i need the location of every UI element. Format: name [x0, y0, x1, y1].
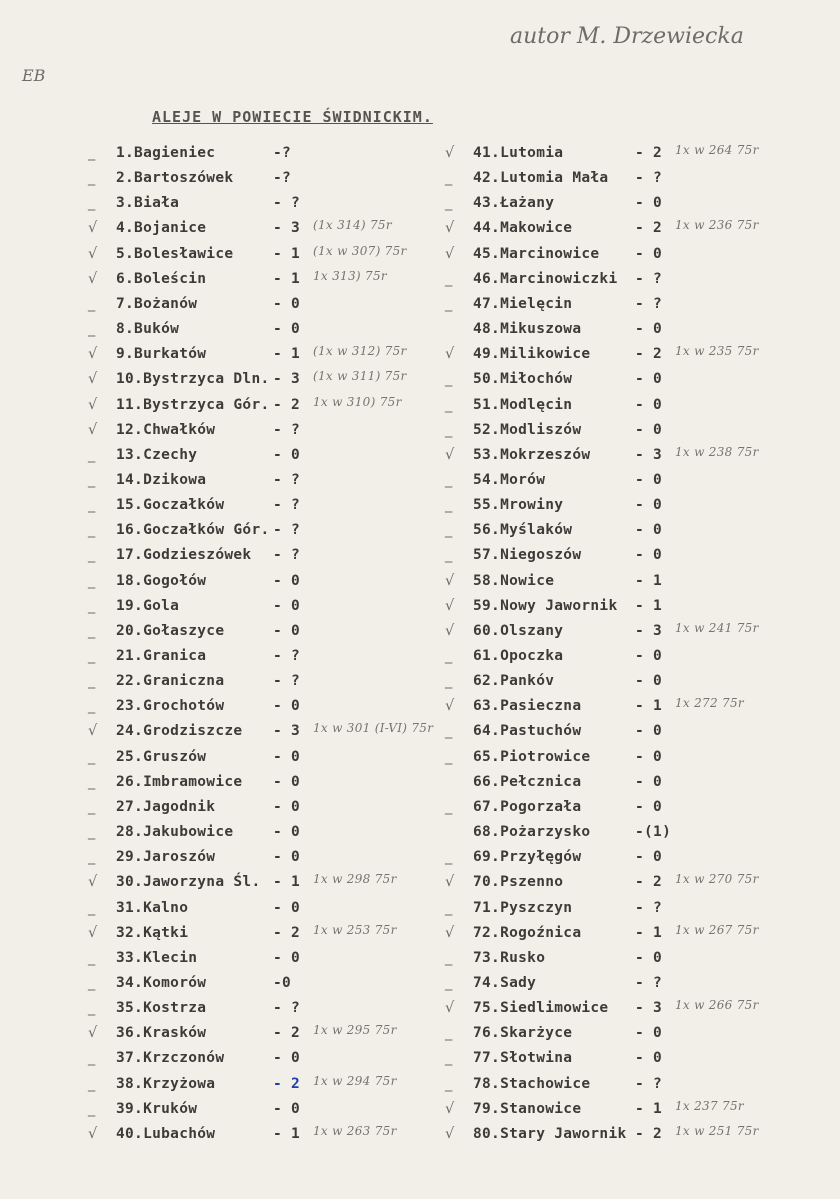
locality-name: 79.Stanowice	[473, 1100, 582, 1117]
check-mark: √	[445, 924, 455, 941]
alley-count: -0	[273, 974, 292, 991]
check-mark: _	[88, 547, 96, 564]
locality-name: 70.Pszenno	[473, 874, 564, 891]
alley-count: - 0	[273, 849, 301, 866]
alley-count: - ?	[635, 1075, 663, 1092]
locality-name: 19.Gola	[116, 597, 180, 614]
alley-count: - ?	[273, 471, 301, 488]
locality-name: 57.Niegoszów	[473, 547, 582, 564]
alley-count: - 0	[635, 321, 663, 338]
check-mark: _	[445, 974, 453, 991]
author-note: autor M. Drzewiecka	[510, 24, 744, 49]
locality-name: 67.Pogorzała	[473, 798, 582, 815]
alley-count: - ?	[273, 673, 301, 690]
handwritten-note: 1x w 263 75r	[313, 1123, 397, 1138]
check-mark: _	[88, 295, 96, 312]
check-mark: _	[88, 798, 96, 815]
alley-count: - 0	[273, 824, 301, 841]
handwritten-note: (1x w 312) 75r	[313, 344, 407, 359]
alley-count: - 0	[635, 648, 663, 664]
locality-name: 1.Bagieniec	[116, 145, 216, 161]
locality-name: 18.Gogołów	[116, 572, 207, 589]
check-mark: _	[445, 522, 453, 539]
alley-count: - 3	[635, 1000, 663, 1017]
check-mark: _	[445, 798, 453, 815]
alley-count: - 0	[635, 673, 663, 690]
alley-count: - 2	[273, 1025, 301, 1042]
alley-count: - 3	[273, 371, 301, 388]
check-mark: _	[445, 547, 453, 564]
locality-name: 13.Czechy	[116, 446, 198, 463]
alley-count: - 0	[273, 698, 301, 715]
alley-count: - 2	[635, 1125, 663, 1142]
alley-count: - 0	[273, 295, 301, 312]
locality-name: 16.Goczałków Gór.	[116, 522, 270, 539]
locality-name: 46.Marcinowiczki	[473, 270, 618, 287]
locality-name: 68.Pożarzysko	[473, 824, 591, 841]
locality-name: 66.Pełcznica	[473, 773, 582, 790]
check-mark: _	[88, 1000, 96, 1017]
check-mark: √	[88, 421, 98, 438]
locality-name: 56.Myślaków	[473, 522, 573, 539]
alley-count: - ?	[273, 497, 301, 514]
locality-name: 9.Burkatów	[116, 346, 207, 363]
alley-count: - ?	[635, 974, 663, 991]
check-mark: _	[88, 572, 96, 589]
check-mark: _	[445, 849, 453, 866]
check-mark: √	[88, 874, 98, 891]
locality-name: 47.Mielęcin	[473, 295, 573, 312]
check-mark: _	[88, 949, 96, 966]
handwritten-note: 1x w 310) 75r	[313, 394, 402, 409]
alley-count: - 0	[635, 849, 663, 866]
locality-name: 29.Jaroszów	[116, 849, 216, 866]
locality-name: 73.Rusko	[473, 949, 546, 966]
check-mark: √	[88, 270, 98, 287]
alley-count: - 0	[635, 1050, 663, 1067]
handwritten-note: (1x 314) 75r	[313, 218, 392, 233]
locality-name: 39.Kruków	[116, 1100, 198, 1117]
check-mark: _	[88, 773, 96, 790]
alley-count: - 0	[635, 195, 663, 212]
check-mark: _	[445, 396, 453, 413]
check-mark: _	[445, 1050, 453, 1067]
locality-name: 32.Kątki	[116, 924, 189, 941]
handwritten-note: 1x w 241 75r	[675, 620, 759, 635]
locality-name: 11.Bystrzyca Gór.	[116, 396, 270, 413]
alley-count: - 0	[635, 396, 663, 413]
check-mark: _	[88, 321, 96, 338]
check-mark: _	[445, 270, 453, 287]
check-mark: _	[445, 1075, 453, 1092]
locality-name: 72.Rogoźnica	[473, 924, 582, 941]
alley-count: - 3	[273, 220, 301, 237]
alley-count: - 3	[635, 622, 663, 639]
locality-name: 50.Miłochów	[473, 371, 573, 388]
locality-name: 63.Pasieczna	[473, 698, 582, 715]
alley-count: - 0	[635, 497, 663, 514]
check-mark: √	[445, 446, 455, 463]
alley-count: - 1	[635, 572, 663, 589]
check-mark: √	[445, 1000, 455, 1017]
check-mark: √	[445, 572, 455, 589]
alley-count: - 0	[635, 1025, 663, 1042]
locality-name: 41.Lutomia	[473, 145, 564, 161]
check-mark: √	[88, 245, 98, 262]
alley-count: - 1	[273, 1125, 301, 1142]
alley-count: - 0	[273, 1050, 301, 1067]
alley-count: - 3	[635, 446, 663, 463]
locality-name: 49.Milikowice	[473, 346, 591, 363]
locality-name: 30.Jaworzyna Śl.	[116, 874, 261, 891]
locality-name: 62.Pankóv	[473, 673, 555, 690]
alley-count: - 0	[635, 723, 663, 740]
locality-name: 69.Przyłęgów	[473, 849, 582, 866]
locality-name: 26.Imbramowice	[116, 773, 243, 790]
page-title: ALEJE W POWIECIE ŚWIDNICKIM.	[152, 108, 433, 126]
locality-name: 8.Buków	[116, 321, 180, 338]
check-mark: _	[88, 471, 96, 488]
locality-name: 51.Modlęcin	[473, 396, 573, 413]
check-mark: _	[88, 748, 96, 765]
locality-name: 53.Mokrzeszów	[473, 446, 591, 463]
alley-count: -?	[273, 170, 292, 187]
alley-count: - 0	[273, 798, 301, 815]
handwritten-note: (1x w 307) 75r	[313, 243, 407, 258]
check-mark: _	[88, 673, 96, 690]
check-mark: _	[445, 371, 453, 388]
alley-count: - 1	[273, 346, 301, 363]
check-mark: √	[88, 220, 98, 237]
check-mark: _	[88, 597, 96, 614]
handwritten-note: 1x w 235 75r	[675, 344, 759, 359]
alley-count: - 0	[273, 622, 301, 639]
locality-name: 65.Piotrowice	[473, 748, 591, 765]
alley-count: -?	[273, 145, 292, 161]
check-mark: _	[445, 748, 453, 765]
handwritten-note: (1x w 311) 75r	[313, 369, 407, 384]
alley-count: - 0	[635, 421, 663, 438]
check-mark: √	[88, 346, 98, 363]
locality-name: 28.Jakubowice	[116, 824, 234, 841]
alley-count: - 0	[273, 773, 301, 790]
locality-name: 40.Lubachów	[116, 1125, 216, 1142]
alley-count: - 1	[635, 698, 663, 715]
alley-count: - ?	[635, 270, 663, 287]
check-mark: √	[445, 622, 455, 639]
handwritten-note: 1x 313) 75r	[313, 268, 387, 283]
alley-count: - 0	[635, 371, 663, 388]
check-mark: _	[88, 1075, 96, 1092]
locality-name: 58.Nowice	[473, 572, 555, 589]
locality-name: 21.Granica	[116, 648, 207, 664]
locality-name: 37.Krzczonów	[116, 1050, 225, 1067]
locality-name: 38.Krzyżowa	[116, 1075, 216, 1092]
locality-name: 74.Sady	[473, 974, 537, 991]
handwritten-note: 1x w 270 75r	[675, 872, 759, 887]
alley-count: - 2	[635, 346, 663, 363]
check-mark: _	[88, 824, 96, 841]
check-mark: √	[88, 723, 98, 740]
alley-count: - 0	[635, 798, 663, 815]
alley-count: - ?	[273, 195, 301, 212]
check-mark: √	[88, 1025, 98, 1042]
locality-name: 7.Bożanów	[116, 295, 198, 312]
locality-name: 77.Słotwina	[473, 1050, 573, 1067]
check-mark: _	[88, 497, 96, 514]
alley-count: - ?	[273, 648, 301, 664]
check-mark: _	[445, 170, 453, 187]
alley-count: - 0	[635, 547, 663, 564]
check-mark: _	[445, 648, 453, 664]
alley-count: - 1	[273, 270, 301, 287]
check-mark: √	[88, 371, 98, 388]
alley-count: - 1	[635, 1100, 663, 1117]
locality-name: 12.Chwałków	[116, 421, 216, 438]
check-mark: √	[445, 597, 455, 614]
locality-name: 48.Mikuszowa	[473, 321, 582, 338]
handwritten-note: 1x w 253 75r	[313, 922, 397, 937]
check-mark: _	[445, 723, 453, 740]
check-mark: √	[445, 1125, 455, 1142]
check-mark: _	[445, 949, 453, 966]
locality-name: 61.Opoczka	[473, 648, 564, 664]
locality-name: 31.Kalno	[116, 899, 189, 916]
alley-count: - 0	[273, 899, 301, 916]
check-mark: _	[88, 170, 96, 187]
locality-name: 45.Marcinowice	[473, 245, 600, 262]
handwritten-note: 1x w 236 75r	[675, 218, 759, 233]
alley-count: - 0	[635, 245, 663, 262]
alley-count: - 2	[273, 924, 301, 941]
locality-name: 75.Siedlimowice	[473, 1000, 609, 1017]
check-mark: _	[445, 295, 453, 312]
alley-count: - 2	[635, 145, 663, 161]
locality-name: 64.Pastuchów	[473, 723, 582, 740]
check-mark: _	[88, 622, 96, 639]
alley-count: - 0	[273, 597, 301, 614]
check-mark: √	[445, 1100, 455, 1117]
handwritten-note: 1x w 264 75r	[675, 143, 759, 157]
check-mark: _	[88, 974, 96, 991]
locality-name: 43.Łażany	[473, 195, 555, 212]
locality-name: 42.Lutomia Mała	[473, 170, 609, 187]
locality-name: 3.Biała	[116, 195, 180, 212]
check-mark: _	[88, 522, 96, 539]
alley-count: - 1	[635, 597, 663, 614]
locality-name: 14.Dzikowa	[116, 471, 207, 488]
alley-count: - 3	[273, 723, 301, 740]
locality-name: 71.Pyszczyn	[473, 899, 573, 916]
alley-count: - ?	[273, 522, 301, 539]
locality-name: 55.Mrowiny	[473, 497, 564, 514]
check-mark: √	[445, 874, 455, 891]
check-mark: _	[88, 1050, 96, 1067]
locality-name: 10.Bystrzyca Dln.	[116, 371, 270, 388]
alley-count: - ?	[635, 170, 663, 187]
locality-name: 25.Gruszów	[116, 748, 207, 765]
locality-name: 35.Kostrza	[116, 1000, 207, 1017]
alley-count: - 2	[273, 1075, 301, 1092]
handwritten-note: 1x 272 75r	[675, 696, 744, 711]
handwritten-note: 1x w 298 75r	[313, 872, 397, 887]
handwritten-note: 1x w 238 75r	[675, 444, 759, 459]
locality-name: 60.Olszany	[473, 622, 564, 639]
alley-count: - 0	[635, 949, 663, 966]
check-mark: _	[88, 145, 96, 161]
handwritten-note: 1x w 295 75r	[313, 1023, 397, 1038]
locality-name: 34.Komorów	[116, 974, 207, 991]
check-mark: √	[445, 346, 455, 363]
check-mark: _	[445, 673, 453, 690]
locality-name: 59.Nowy Jawornik	[473, 597, 618, 614]
check-mark: _	[445, 421, 453, 438]
check-mark: _	[445, 1025, 453, 1042]
alley-count: - 1	[273, 245, 301, 262]
check-mark: √	[445, 145, 455, 161]
check-mark: √	[445, 698, 455, 715]
locality-name: 78.Stachowice	[473, 1075, 591, 1092]
check-mark: _	[88, 698, 96, 715]
locality-name: 33.Klecin	[116, 949, 198, 966]
locality-name: 20.Gołaszyce	[116, 622, 225, 639]
locality-name: 52.Modliszów	[473, 421, 582, 438]
handwritten-note: 1x w 301 (I-VI) 75r	[313, 721, 434, 736]
check-mark: _	[445, 497, 453, 514]
handwritten-note: 1x w 266 75r	[675, 998, 759, 1013]
locality-name: 80.Stary Jawornik	[473, 1125, 627, 1142]
locality-name: 17.Godzieszówek	[116, 547, 252, 564]
check-mark: _	[88, 1100, 96, 1117]
alley-count: - 1	[635, 924, 663, 941]
locality-name: 27.Jagodnik	[116, 798, 216, 815]
handwritten-note: 1x w 267 75r	[675, 922, 759, 937]
alley-count: - 0	[635, 773, 663, 790]
check-mark: √	[88, 396, 98, 413]
alley-count: - 0	[273, 1100, 301, 1117]
locality-name: 15.Goczałków	[116, 497, 225, 514]
locality-name: 24.Grodziszcze	[116, 723, 243, 740]
check-mark: √	[88, 924, 98, 941]
alley-count: - 0	[273, 949, 301, 966]
check-mark: _	[445, 899, 453, 916]
handwritten-note: 1x w 251 75r	[675, 1123, 759, 1138]
alley-count: - ?	[635, 899, 663, 916]
corner-mark: EB	[22, 66, 46, 85]
alley-count: - ?	[273, 421, 301, 438]
locality-name: 36.Krasków	[116, 1025, 207, 1042]
check-mark: √	[88, 1125, 98, 1142]
alley-count: - 0	[635, 522, 663, 539]
locality-name: 44.Makowice	[473, 220, 573, 237]
check-mark: √	[445, 220, 455, 237]
check-mark: _	[88, 899, 96, 916]
alley-count: - 2	[635, 220, 663, 237]
check-mark: _	[445, 195, 453, 212]
locality-name: 6.Boleścin	[116, 270, 207, 287]
alley-count: - 0	[273, 572, 301, 589]
alley-count: - 1	[273, 874, 301, 891]
alley-count: - ?	[273, 547, 301, 564]
check-mark: _	[88, 195, 96, 212]
locality-name: 76.Skarżyce	[473, 1025, 573, 1042]
check-mark: _	[88, 446, 96, 463]
check-mark: √	[445, 245, 455, 262]
alley-count: - 2	[635, 874, 663, 891]
locality-name: 22.Graniczna	[116, 673, 225, 690]
handwritten-note: 1x 237 75r	[675, 1098, 744, 1113]
alley-count: - 0	[273, 748, 301, 765]
locality-name: 54.Morów	[473, 471, 546, 488]
check-mark: _	[445, 471, 453, 488]
alley-count: - 2	[273, 396, 301, 413]
alley-count: - 0	[273, 321, 301, 338]
alley-count: - 0	[273, 446, 301, 463]
alley-count: - 0	[635, 748, 663, 765]
alley-count: - 0	[635, 471, 663, 488]
check-mark: _	[88, 648, 96, 664]
handwritten-note: 1x w 294 75r	[313, 1073, 397, 1088]
alley-count: -(1)	[635, 824, 672, 841]
alley-count: - ?	[273, 1000, 301, 1017]
check-mark: _	[88, 849, 96, 866]
locality-name: 2.Bartoszówek	[116, 170, 234, 187]
locality-name: 4.Bojanice	[116, 220, 207, 237]
locality-name: 23.Grochotów	[116, 698, 225, 715]
alley-count: - ?	[635, 295, 663, 312]
locality-name: 5.Bolesławice	[116, 245, 234, 262]
